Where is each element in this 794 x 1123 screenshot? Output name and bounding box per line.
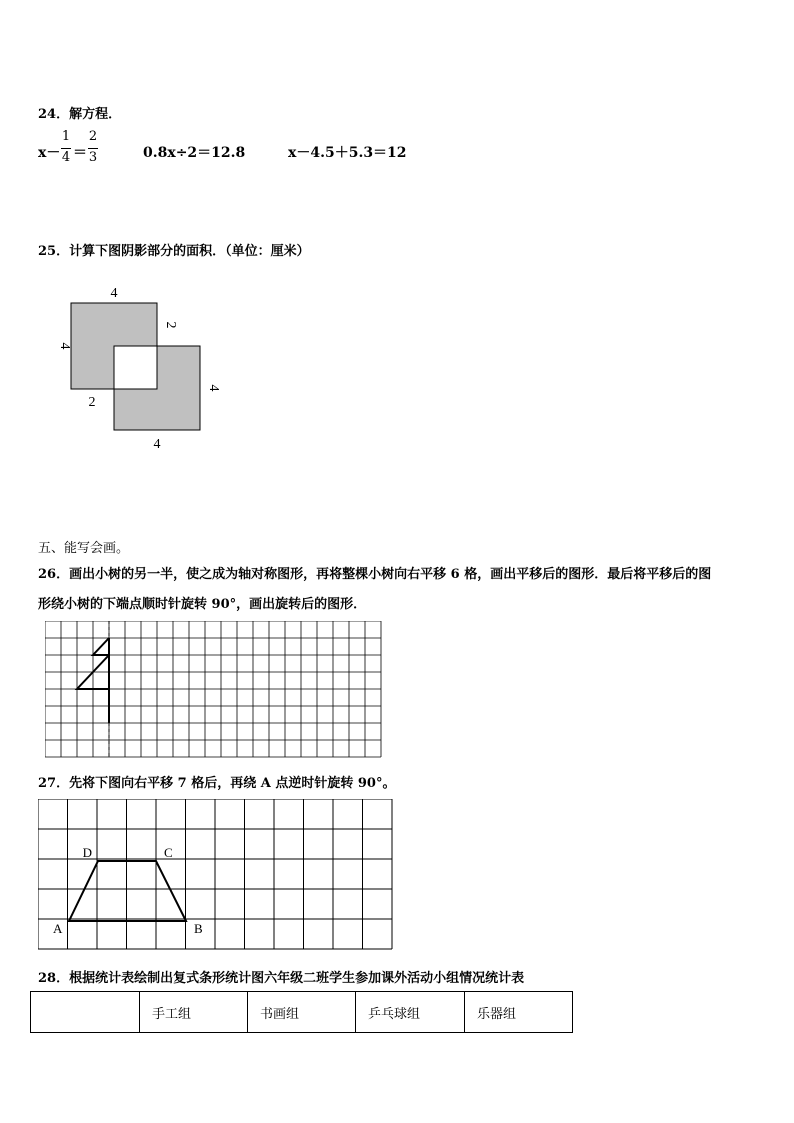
label-D: D bbox=[82, 845, 92, 860]
label-left: 4 bbox=[57, 342, 72, 350]
q28-table bbox=[30, 991, 573, 1033]
section-5-title: 五、能写会画。 bbox=[38, 541, 130, 556]
eq1-frac1-bar bbox=[61, 148, 71, 149]
q27-title: 27．先将下图向右平移 7 格后，再绕 A 点逆时针旋转 90°。 bbox=[38, 776, 396, 791]
label-right: 4 bbox=[206, 384, 221, 392]
table-header-empty bbox=[31, 992, 140, 1033]
q24-equation-2: 0.8x÷2＝12.8 bbox=[143, 145, 246, 161]
table-header-pingpong: 乒乓球组 bbox=[356, 992, 465, 1033]
label-bottom-left: 2 bbox=[88, 395, 96, 410]
table-header-calligraphy: 书画组 bbox=[248, 992, 356, 1033]
table-header-handcraft: 手工组 bbox=[140, 992, 248, 1033]
eq1-frac1-num: 1 bbox=[61, 129, 71, 144]
table-header-row bbox=[31, 992, 573, 1033]
eq1-frac2-num: 2 bbox=[88, 129, 98, 144]
q25-title: 25．计算下图阴影部分的面积．（单位：厘米） bbox=[38, 244, 310, 259]
eq1-frac2-den: 3 bbox=[88, 150, 98, 165]
label-B: B bbox=[194, 921, 203, 936]
label-right-small: 2 bbox=[163, 321, 178, 329]
q24-equation-3: x－4.5＋5.3＝12 bbox=[288, 145, 407, 161]
q26-line-2: 形绕小树的下端点顺时针旋转 90°，画出旋转后的图形． bbox=[38, 597, 367, 612]
q26-grid bbox=[45, 621, 385, 763]
label-bottom: 4 bbox=[153, 437, 161, 452]
label-C: C bbox=[164, 845, 173, 860]
shaded-area-figure bbox=[40, 280, 240, 455]
eq1-equals: ＝ bbox=[73, 145, 87, 161]
q24-title: 24．解方程． bbox=[38, 107, 122, 122]
tree-upper-branch bbox=[93, 638, 109, 655]
eq1-frac1-den: 4 bbox=[61, 150, 71, 165]
unshaded-overlap bbox=[114, 346, 157, 389]
trapezoid bbox=[69, 861, 186, 921]
table-header-music: 乐器组 bbox=[465, 992, 573, 1033]
q24-equation-1 bbox=[38, 129, 118, 171]
label-top: 4 bbox=[110, 286, 118, 301]
q27-grid bbox=[38, 799, 398, 954]
eq1-frac2-bar bbox=[88, 148, 98, 149]
q28-title: 28．根据统计表绘制出复式条形统计图六年级二班学生参加课外活动小组情况统计表 bbox=[38, 971, 525, 986]
q26-line-1: 26．画出小树的另一半，使之成为轴对称图形，再将整棵小树向右平移 6 格，画出平移后的图形．最后将平移后的图 bbox=[38, 567, 712, 582]
eq1-lhs-var: x－ bbox=[38, 145, 61, 161]
label-A: A bbox=[53, 921, 63, 936]
